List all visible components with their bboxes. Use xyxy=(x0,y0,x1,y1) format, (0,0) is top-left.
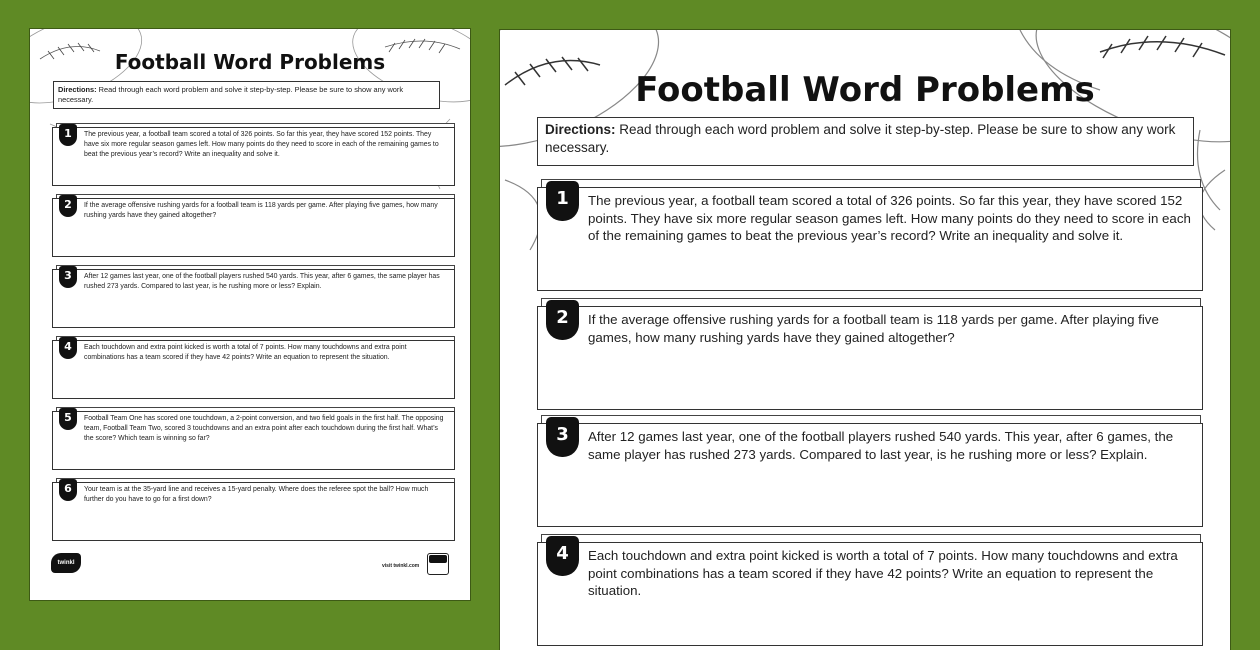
problem-2 xyxy=(537,304,1203,410)
footer-url: visit twinkl.com xyxy=(382,563,420,569)
problem-number-badge: 3 xyxy=(546,417,579,457)
problem-number-badge: 4 xyxy=(546,536,579,576)
worksheet-preview-zoomed xyxy=(500,30,1230,650)
problem-number-badge: 1 xyxy=(546,181,579,221)
problem-number-badge: 2 xyxy=(59,195,77,217)
problem-text: The previous year, a football team scored a total of 326 points. So far this year, they have scored 152 points. They have six more regular season games left. How many points do they need to score in each of the remaining games to beat the previous year’s record? Write an inequality and solve it. xyxy=(84,131,439,158)
directions-box xyxy=(537,117,1194,166)
problem-number-badge: 2 xyxy=(546,300,579,340)
problem-4 xyxy=(537,540,1203,646)
problem-3 xyxy=(537,421,1203,527)
problem-number-badge: 6 xyxy=(59,479,77,501)
directions-label: Directions: xyxy=(545,122,616,137)
problem-5 xyxy=(52,410,455,470)
page-title: Football Word Problems xyxy=(114,50,386,74)
directions-text: Read through each word problem and solve it step-by-step. Please be sure to show any work necessary. xyxy=(58,85,404,104)
problem-1 xyxy=(537,185,1203,291)
problem-4 xyxy=(52,339,455,399)
problem-text: Each touchdown and extra point kicked is worth a total of 7 points. How many touchdowns and extra point combinations has a team scored if they have 42 points? Write an equation to represent the situation. xyxy=(588,548,1178,598)
directions-text: Read through each word problem and solve it step-by-step. Please be sure to show any work necessary. xyxy=(545,122,1176,155)
problem-number-badge: 4 xyxy=(59,337,77,359)
problem-2 xyxy=(52,197,455,257)
problem-text: If the average offensive rushing yards for a football team is 118 yards per game. After playing five games, how many rushing yards have they gained altogether? xyxy=(588,312,1159,345)
problem-text: The previous year, a football team scored a total of 326 points. So far this year, they have scored 152 points. They have six more regular season games left. How many points do they need to score in each of the remaining games to beat the previous year’s record? Write an inequality and solve it. xyxy=(588,193,1191,243)
page-title: Football Word Problems xyxy=(635,70,1095,110)
problem-number-badge: 3 xyxy=(59,266,77,288)
problem-text: If the average offensive rushing yards for a football team is 118 yards per game. After playing five games, how many rushing yards have they gained altogether? xyxy=(84,202,438,219)
problem-1 xyxy=(52,126,455,186)
directions-box xyxy=(53,81,440,109)
problem-number-badge: 1 xyxy=(59,124,77,146)
twinkl-logo: twinkl xyxy=(51,553,81,573)
problem-text: After 12 games last year, one of the football players rushed 540 yards. This year, after 6 games, the same player has rushed 273 yards. Compared to last year, is he rushing more or less? Explain. xyxy=(588,429,1174,462)
problem-text: Football Team One has scored one touchdown, a 2-point conversion, and two field goals in the first half. The opposing team, Football Team Two, scored 3 touchdowns and an extra point after each touchdown during the first half. What’s the score? Which team is winning so far? xyxy=(84,415,444,442)
problem-3 xyxy=(52,268,455,328)
quality-badge-icon xyxy=(427,553,449,575)
problem-text: Your team is at the 35-yard line and receives a 15-yard penalty. Where does the referee spot the ball? How much further do you have to go for a first down? xyxy=(84,486,429,503)
worksheet-preview-full xyxy=(30,29,470,600)
problem-text: Each touchdown and extra point kicked is worth a total of 7 points. How many touchdowns and extra point combinations has a team scored if they have 42 points? Write an equation to represent the situation. xyxy=(84,344,407,361)
problem-text: After 12 games last year, one of the football players rushed 540 yards. This year, after 6 games, the same player has rushed 273 yards. Compared to last year, is he rushing more or less? Explain. xyxy=(84,273,440,290)
problem-6 xyxy=(52,481,455,541)
problem-number-badge: 5 xyxy=(59,408,77,430)
directions-label: Directions: xyxy=(58,85,97,94)
